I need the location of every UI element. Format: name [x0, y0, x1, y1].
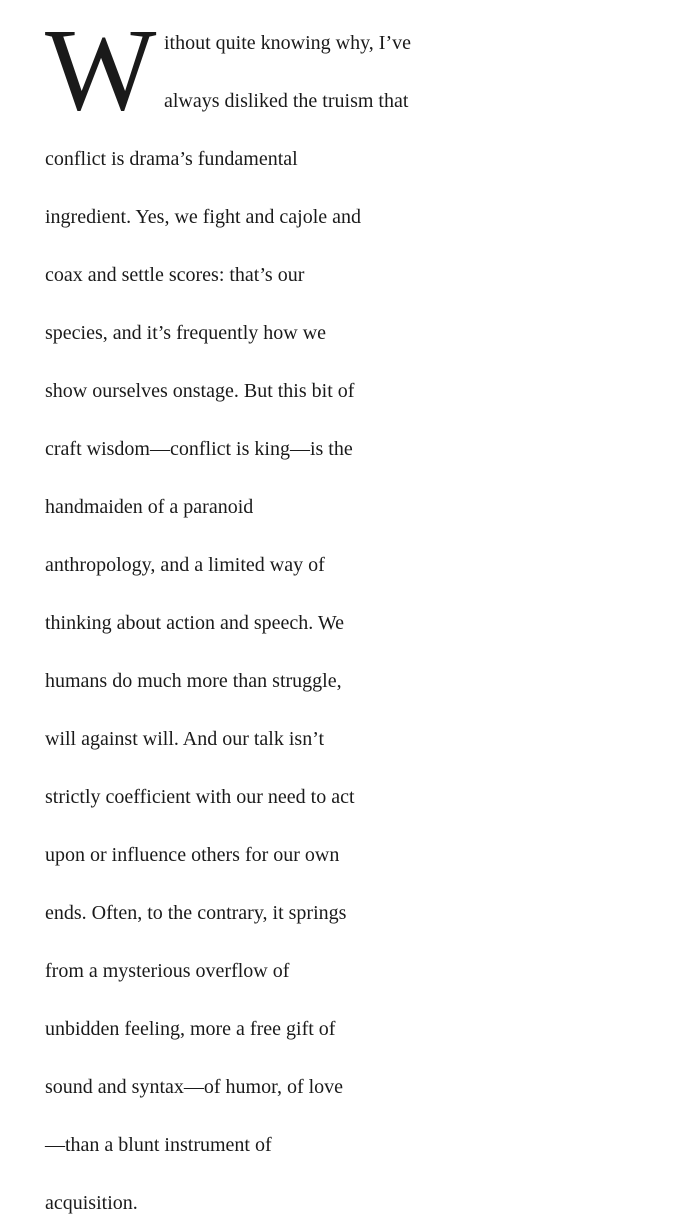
- paragraph-line: handmaiden of a paranoid: [45, 496, 254, 518]
- paragraph-line: anthropology, and a limited way of: [45, 554, 325, 576]
- paragraph-line: unbidden feeling, more a free gift of: [45, 1018, 336, 1040]
- drop-cap: W: [45, 4, 157, 135]
- paragraph-line: craft wisdom—conflict is king—is the: [45, 438, 353, 460]
- paragraph-line: from a mysterious overflow of: [45, 960, 290, 982]
- paragraph-line: ends. Often, to the contrary, it springs: [45, 902, 347, 924]
- paragraph-line: thinking about action and speech. We: [45, 612, 345, 634]
- paragraph-line: will against will. And our talk isn’t: [45, 728, 325, 750]
- paragraph-line: acquisition.: [45, 1192, 138, 1214]
- paragraph-line: —than a blunt instrument of: [45, 1134, 272, 1156]
- paragraph-line: show ourselves onstage. But this bit of: [45, 380, 355, 402]
- paragraph-line: strictly coefficient with our need to act: [45, 786, 355, 808]
- paragraph-line: upon or influence others for our own: [45, 844, 340, 866]
- paragraph-line: ithout quite knowing why, I’ve: [164, 32, 412, 54]
- article-paragraph: [45, 4, 675, 1232]
- paragraph-line: humans do much more than struggle,: [45, 670, 342, 692]
- paragraph-line: always disliked the truism that: [164, 90, 409, 112]
- paragraph-line: conflict is drama’s fundamental: [45, 148, 298, 170]
- paragraph-line: ingredient. Yes, we fight and cajole and: [45, 206, 362, 228]
- paragraph-line: coax and settle scores: that’s our: [45, 264, 305, 286]
- paragraph-line: species, and it’s frequently how we: [45, 322, 327, 344]
- paragraph-line: sound and syntax—of humor, of love: [45, 1076, 344, 1098]
